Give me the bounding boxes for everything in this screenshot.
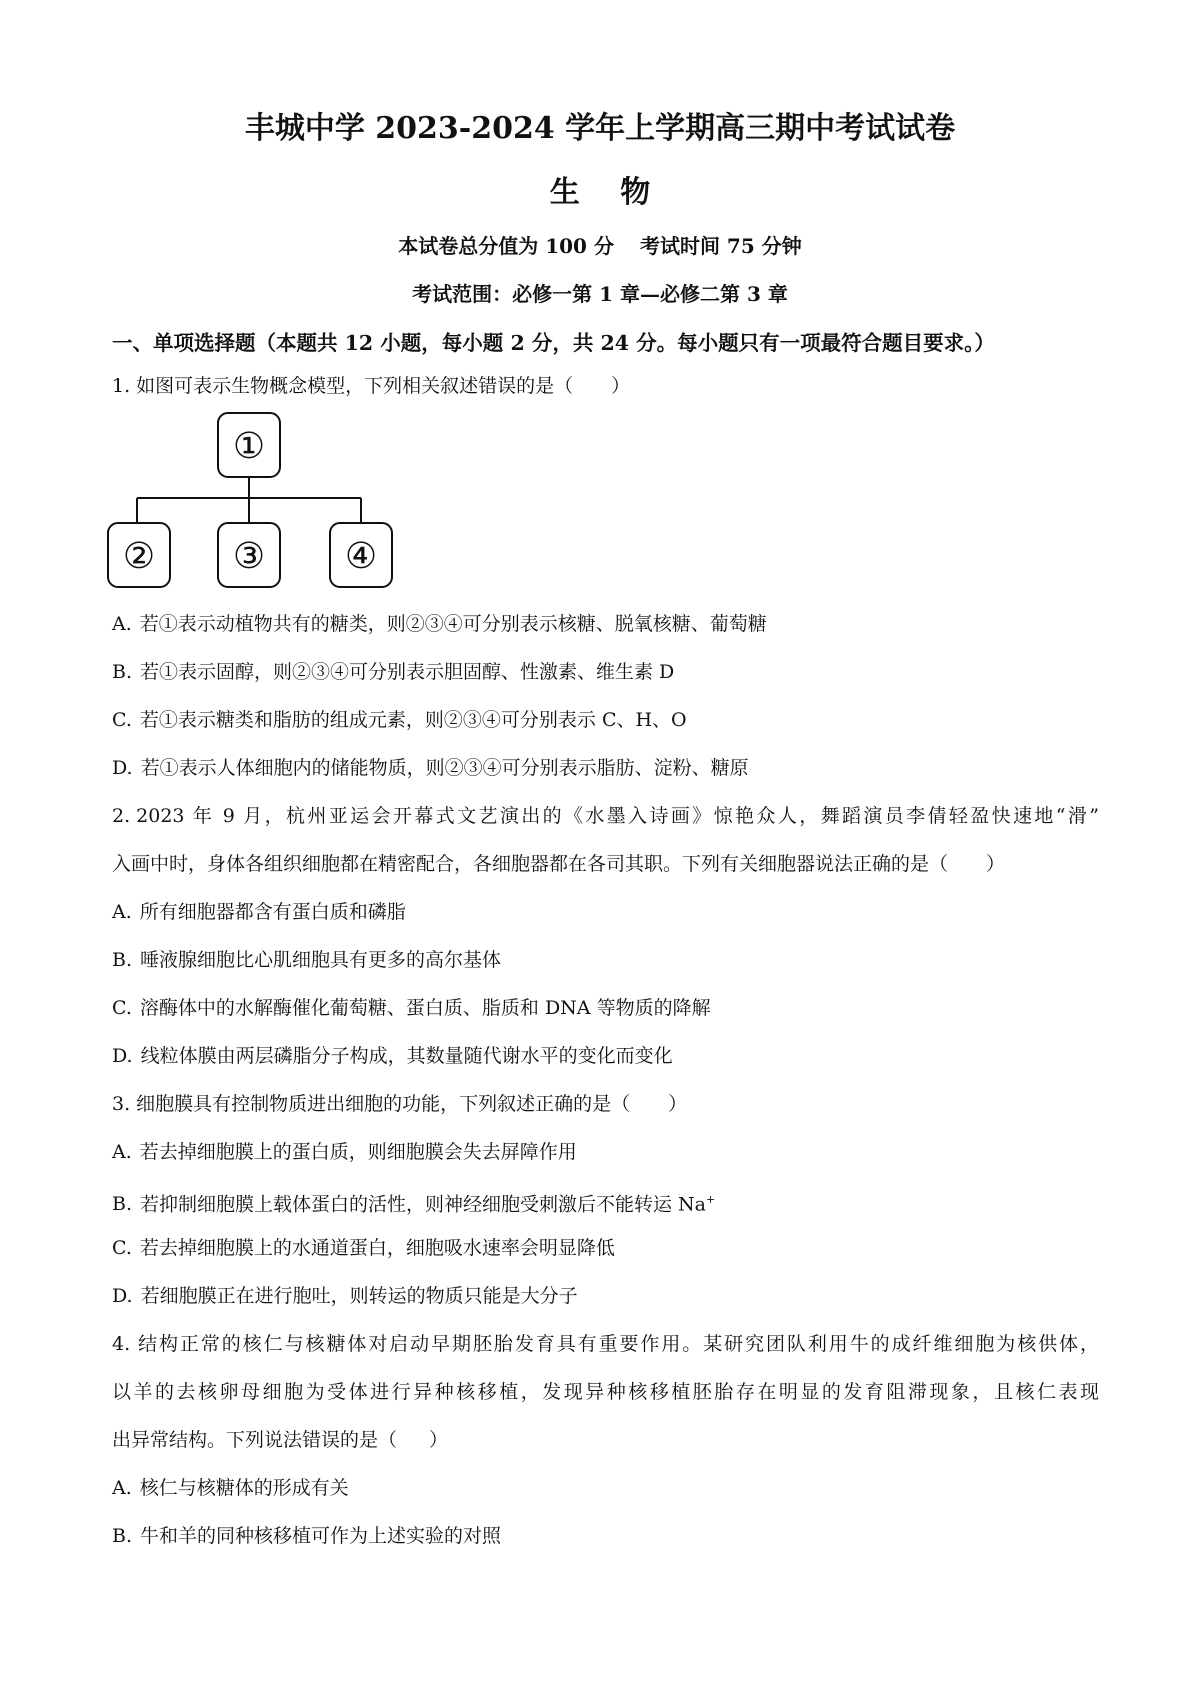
subject-title: 生 物 (549, 175, 651, 210)
q4-option-b: B. 牛和羊的同种核移植可作为上述实验的对照 (112, 1525, 502, 1547)
exam-scope: 考试范围：必修一第 1 章—必修二第 3 章 (412, 282, 788, 306)
concept-model-diagram (105, 410, 405, 595)
q1-option-a: A. 若①表示动植物共有的糖类，则②③④可分别表示核糖、脱氧核糖、葡萄糖 (112, 613, 767, 635)
node-4-label: ④ (344, 536, 378, 577)
time-info: 考试时间 75 分钟 (639, 234, 802, 258)
section-heading: 一、单项选择题（本题共 12 小题，每小题 2 分，共 24 分。每小题只有一项最符合题目要求。） (112, 331, 995, 355)
question-4-stem-line1: 4. 结构正常的核仁与核糖体对启动早期胚胎发育具有重要作用。某研究团队利用牛的成纤维细胞为核供体， (112, 1333, 1099, 1355)
sodium-charge: + (706, 1193, 716, 1206)
exam-title: 丰城中学 2023-2024 学年上学期高三期中考试试卷 (244, 111, 956, 146)
node-3-label: ③ (232, 536, 266, 577)
q1-option-d: D. 若①表示人体细胞内的储能物质，则②③④可分别表示脂肪、淀粉、糖原 (112, 757, 749, 779)
q2-option-a: A. 所有细胞器都含有蛋白质和磷脂 (112, 901, 406, 923)
question-1-stem: 1. 如图可表示生物概念模型，下列相关叙述错误的是（ ） (112, 375, 631, 397)
q2-option-d: D. 线粒体膜由两层磷脂分子构成，其数量随代谢水平的变化而变化 (112, 1045, 673, 1067)
node-1-label: ① (232, 426, 266, 467)
exam-info (0, 230, 1200, 259)
node-2-label: ② (122, 536, 156, 577)
q1-option-c: C. 若①表示糖类和脂肪的组成元素，则②③④可分别表示 C、H、O (112, 709, 687, 731)
score-info: 本试卷总分值为 100 分 (398, 234, 614, 258)
q2-option-c: C. 溶酶体中的水解酶催化葡萄糖、蛋白质、脂质和 DNA 等物质的降解 (112, 997, 711, 1019)
question-2-stem-line1: 2. 2023 年 9 月，杭州亚运会开幕式文艺演出的《水墨入诗画》惊艳众人，舞蹈演员李倩轻盈快速地“滑” (112, 805, 1099, 827)
q3-option-a: A. 若去掉细胞膜上的蛋白质，则细胞膜会失去屏障作用 (112, 1141, 577, 1163)
question-3-stem: 3. 细胞膜具有控制物质进出细胞的功能，下列叙述正确的是（ ） (112, 1093, 688, 1115)
q3-option-b: B. 若抑制细胞膜上载体蛋白的活性，则神经细胞受刺激后不能转运 Na+ (112, 1193, 716, 1216)
q3-option-c: C. 若去掉细胞膜上的水通道蛋白，细胞吸水速率会明显降低 (112, 1237, 615, 1259)
q2-option-b: B. 唾液腺细胞比心肌细胞具有更多的高尔基体 (112, 949, 502, 971)
question-4-stem-line2: 以羊的去核卵母细胞为受体进行异种核移植，发现异种核移植胚胎存在明显的发育阻滞现象，且核仁表现 (112, 1381, 1099, 1403)
q1-option-b: B. 若①表示固醇，则②③④可分别表示胆固醇、性激素、维生素 D (112, 661, 675, 683)
q4-option-a: A. 核仁与核糖体的形成有关 (112, 1477, 349, 1499)
question-4-stem-line3: 出异常结构。下列说法错误的是（ ） (112, 1429, 449, 1451)
q3-option-d: D. 若细胞膜正在进行胞吐，则转运的物质只能是大分子 (112, 1285, 578, 1307)
question-2-stem-line2: 入画中时，身体各组织细胞都在精密配合，各细胞器都在各司其职。下列有关细胞器说法正确的是（ ） (112, 853, 1006, 875)
